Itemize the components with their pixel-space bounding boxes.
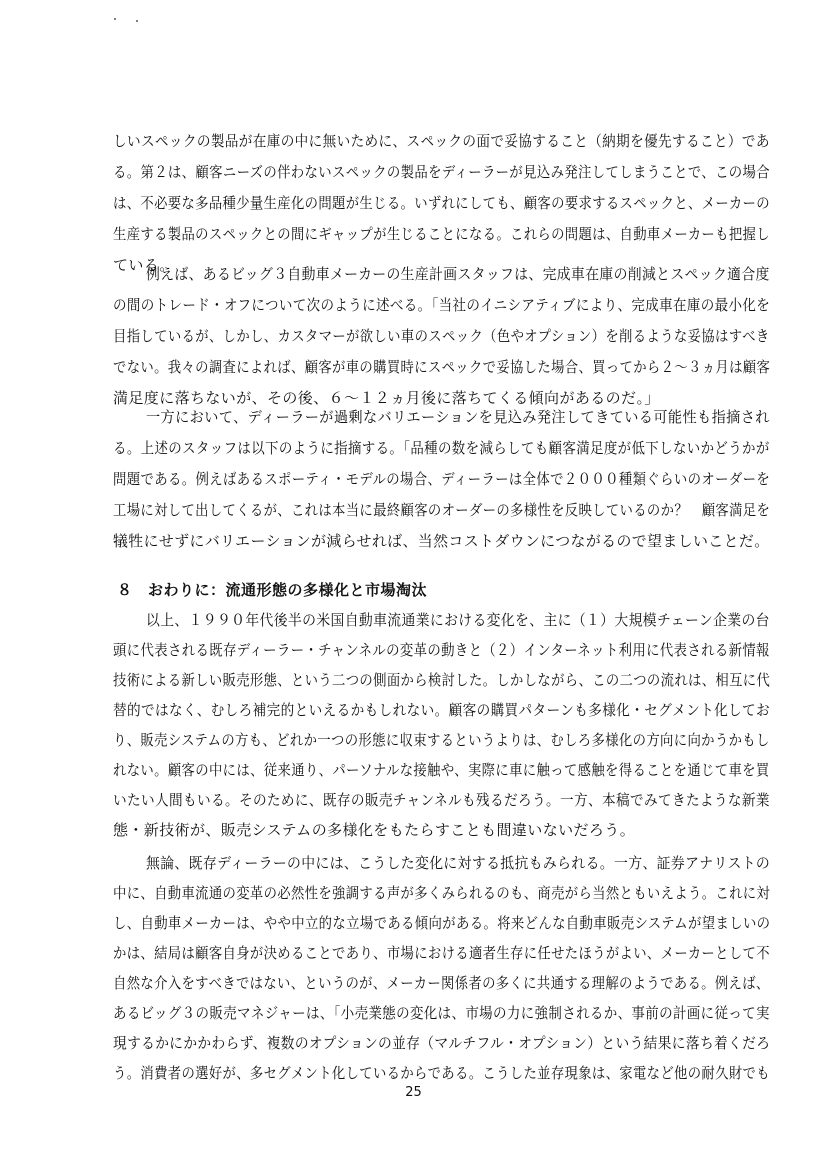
- page-number: 25: [405, 1085, 422, 1100]
- para3-line-4: 工場に対して出してくるが、これは本当に最終顧客のオーダーの多様性を反映しているのか？ 顧客満足を: [113, 501, 771, 519]
- para2-line-1: 例えば、あるビッグ３自動車メーカーの生産計画スタッフは、完成車在庫の削減とスペック適合度: [146, 265, 770, 283]
- scan-speck: [114, 18, 116, 20]
- para3-line-3: 問題である。例えばあるスポーティ・モデルの場合、ディーラーは全体で２０００種類ぐらいのオーダーを: [113, 470, 771, 488]
- para4-line-2: 頭に代表される既存ディーラー・チャンネルの変革の動きと（２）インターネット利用に代表される新情報: [113, 641, 770, 659]
- scan-speck: [136, 20, 138, 22]
- para1-line-2: る。第２は、顧客ニーズの伴わないスペックの製品をディーラーが見込み発注してしまうことで、この場合: [113, 163, 771, 181]
- para2-line-3: 目指しているが、しかし、カスタマーが欲しい車のスペック（色やオプション）を削るような妥協はすべき: [113, 327, 770, 345]
- para2-line-5: 満足度に落ちないが、その後、６～１２ヵ月後に落ちてくる傾向があるのだ。」: [113, 389, 660, 407]
- para5-line-5: 自然な介入をすべきではない、というのが、メーカー関係者の多くに共通する理解のようである。例えば、: [113, 974, 770, 992]
- para4-line-5: り、販売システムの方も、どれか一つの形態に収束するというよりは、むしろ多様化の方向に向かうかもし: [113, 731, 770, 749]
- para4-line-4: 替的ではなく、むしろ補完的といえるかもしれない。顧客の購買パターンも多様化・セグメント化してお: [113, 701, 771, 719]
- section-heading: ８ おわりに：流通形態の多様化と市場淘汰: [117, 581, 428, 599]
- para5-line-2: 中に、自動車流通の変革の必然性を強調する声が多くみられるのも、商売がら当然ともいえよう。これに対: [113, 884, 771, 902]
- para1-line-4: 生産する製品のスペックとの間にギャップが生じることになる。これらの問題は、自動車メーカーも把握し: [113, 225, 770, 243]
- para1-line-1: しいスペックの製品が在庫の中に無いために、スペックの面で妥協すること（納期を優先すること）であ: [113, 132, 770, 150]
- para1-line-3: は、不必要な多品種少量生産化の問題が生じる。いずれにしても、顧客の要求するスペックと、メーカーの: [113, 194, 770, 212]
- para5-line-7: 現するかにかかわらず、複数のオプションの並存（マルチフル・オプション）という結果に落ち着くだろ: [113, 1034, 771, 1052]
- para3-line-1: 一方において、ディーラーが過剰なバリエーションを見込み発注してきている可能性も指摘され: [146, 408, 770, 426]
- para5-line-4: かは、結局は顧客自身が決めることであり、市場における適者生存に任せたほうがよい、メーカーとして不: [113, 944, 770, 962]
- para4-line-8: 態・新技術が、販売システムの多様化をもたらすことも間違いないだろう。: [113, 821, 636, 839]
- para4-line-7: いたい人間もいる。そのために、既存の販売チャンネルも残るだろう。一方、本稿でみてきたような新業: [113, 791, 770, 809]
- para1-line-5: ている。: [113, 256, 175, 274]
- para3-line-2: る。上述のスタッフは以下のように指摘する。「品種の数を減らしても顧客満足度が低下しないかどうかが: [113, 439, 770, 457]
- para4-line-1: 以上、１９９０年代後半の米国自動車流通業における変化を、主に（１）大規模チェーン企業の台: [146, 611, 770, 629]
- para5-line-6: あるビッグ３の販売マネジャーは、「小売業態の変化は、市場の力に強制されるか、事前の計画に従って実: [113, 1004, 770, 1022]
- para4-line-6: れない。顧客の中には、従来通り、パーソナルな接触や、実際に車に触って感触を得ることを通じて車を買: [113, 761, 770, 779]
- para5-line-8: う。消費者の選好が、多セグメント化しているからである。こうした並存現象は、家電など他の耐久財でも: [113, 1064, 770, 1082]
- para2-line-2: の間のトレード・オフについて次のように述べる。「当社のイニシアティブにより、完成車在庫の最小化を: [113, 296, 771, 314]
- para5-line-1: 無論、既存ディーラーの中には、こうした変化に対する抵抗もみられる。一方、証券アナリストの: [146, 854, 771, 872]
- para3-line-5: 犠牲にせずにバリエーションが減らせれば、当然コストダウンにつながるので望ましいことだ。: [113, 532, 770, 550]
- para2-line-4: でない。我々の調査によれば、顧客が車の購買時にスペックで妥協した場合、買ってから２～３ヵ月は顧客: [113, 358, 771, 376]
- para5-line-3: し、自動車メーカーは、やや中立的な立場である傾向がある。将来どんな自動車販売システムが望ましいの: [113, 914, 771, 932]
- scan-specks: [114, 16, 144, 24]
- para4-line-3: 技術による新しい販売形態、という二つの側面から検討した。しかしながら、この二つの流れは、相互に代: [113, 671, 771, 689]
